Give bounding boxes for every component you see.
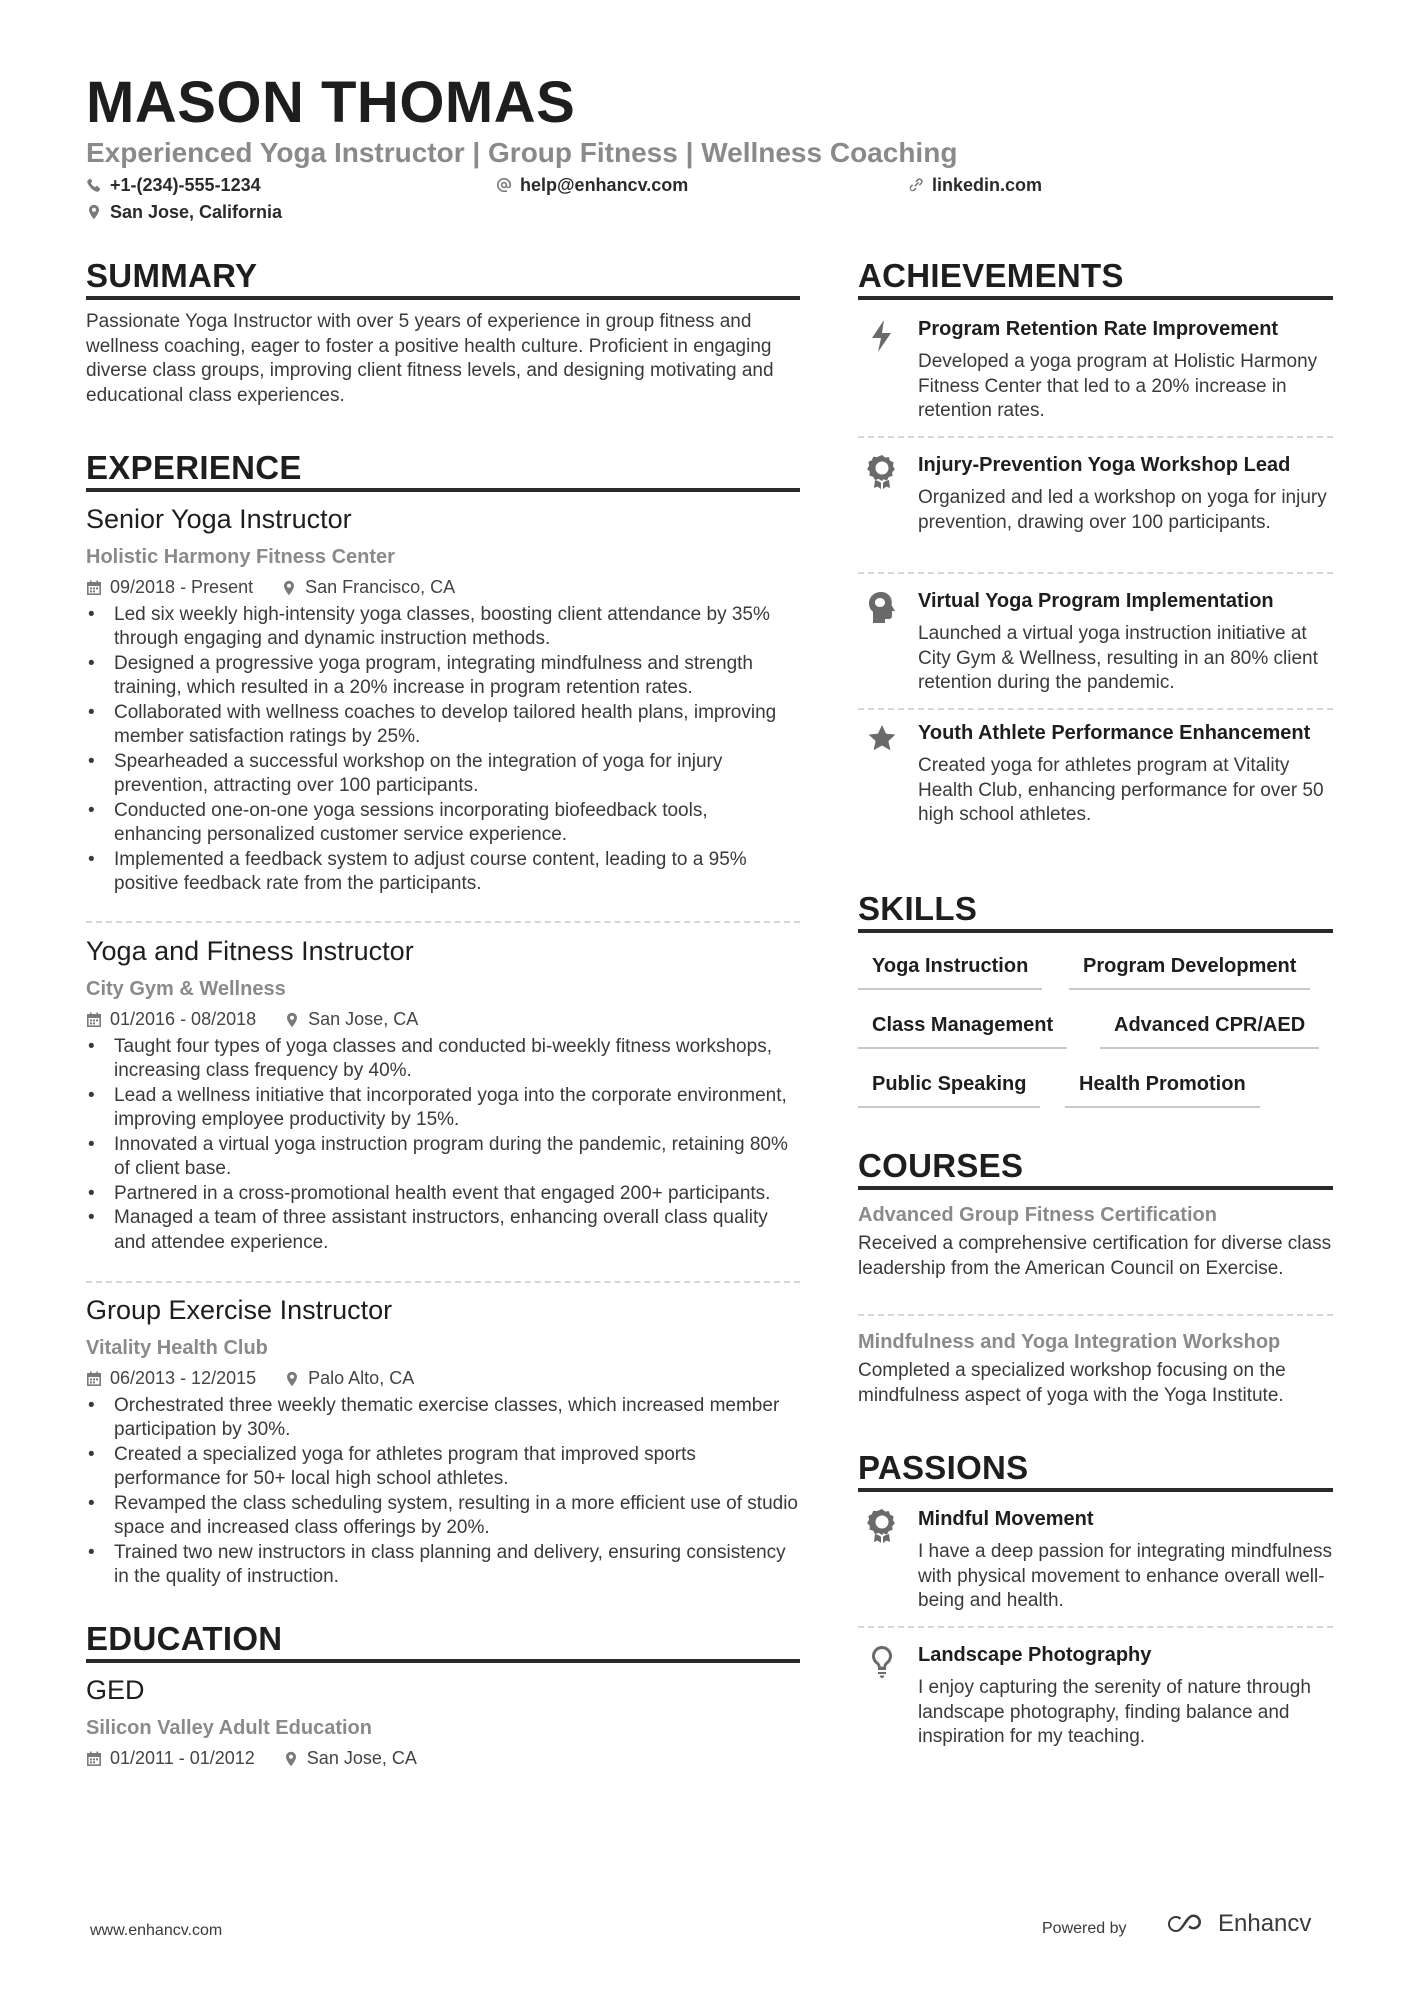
bullet-item: • Spearheaded a successful workshop on the integration of yoga for injury prevention, attracting over 100 participants. bbox=[86, 750, 800, 799]
job-location bbox=[284, 1368, 414, 1390]
skill-tag: Yoga Instruction bbox=[858, 954, 1042, 990]
summary-text: Passionate Yoga Instructor with over 5 years of experience in group fitness and wellness coaching, eager to foster a positive health culture. Proficient in engaging diverse class groups, improving client fitness levels, and designing motivating and educational class experiences. bbox=[86, 311, 774, 406]
achievement-text: Organized and led a workshop on yoga for injury prevention, drawing over 100 participants. bbox=[918, 487, 1327, 533]
link-icon bbox=[908, 177, 924, 193]
achievement-item bbox=[858, 720, 1333, 828]
calendar-icon bbox=[86, 1371, 102, 1387]
achievement-item bbox=[858, 452, 1333, 535]
bullet-item: • Orchestrated three weekly thematic exercise classes, which increased member participation by 30%. bbox=[86, 1394, 800, 1443]
courses-title: COURSES bbox=[858, 1147, 1024, 1184]
job-dates bbox=[86, 1368, 256, 1390]
passion-title: Mindful Movement bbox=[918, 1508, 1094, 1530]
award-icon bbox=[866, 454, 898, 490]
bullet-item: • Designed a progressive yoga program, integrating mindfulness and strength training, which resulted in a 20% increase in program retention rates. bbox=[86, 652, 800, 701]
location-text: Palo Alto, CA bbox=[308, 1368, 415, 1389]
phone-icon bbox=[86, 177, 102, 193]
head-icon bbox=[866, 590, 898, 626]
bullet-item: • Taught four types of yoga classes and conducted bi-weekly fitness workshops, increasing class frequency by 40%. bbox=[86, 1035, 800, 1084]
education-entry bbox=[86, 1674, 800, 1770]
passion-text: I enjoy capturing the serenity of nature through landscape photography, finding balance and inspiration for my teaching. bbox=[918, 1677, 1311, 1747]
job-bullets bbox=[86, 1394, 800, 1590]
skill-tag: Health Promotion bbox=[1065, 1072, 1260, 1108]
contact-link[interactable] bbox=[908, 176, 1042, 194]
skill-tag: Class Management bbox=[858, 1013, 1067, 1049]
skills-title: SKILLS bbox=[858, 890, 978, 927]
job-title: Senior Yoga Instructor bbox=[86, 504, 352, 534]
calendar-icon bbox=[86, 580, 102, 596]
bullet-item: • Implemented a feedback system to adjust course content, leading to a 95% positive feedback rate from the participants. bbox=[86, 848, 800, 897]
bullet-item: • Led six weekly high-intensity yoga classes, boosting client attendance by 35% through engaging and dynamic instruction methods. bbox=[86, 603, 800, 652]
job-meta bbox=[86, 1009, 800, 1031]
location-text: San Francisco, CA bbox=[305, 577, 456, 598]
powered-by-label: Powered by bbox=[1042, 1920, 1127, 1937]
achievement-title: Virtual Yoga Program Implementation bbox=[918, 590, 1274, 612]
location-text: San Jose, CA bbox=[308, 1009, 419, 1030]
divider bbox=[858, 1626, 1333, 1628]
passions-rule bbox=[858, 1488, 1333, 1492]
divider bbox=[858, 436, 1333, 438]
job-title: Group Exercise Instructor bbox=[86, 1295, 393, 1325]
bullet-item: • Conducted one-on-one yoga sessions incorporating biofeedback tools, enhancing personalized customer service experience. bbox=[86, 799, 800, 848]
brand-logo[interactable] bbox=[1162, 1910, 1311, 1938]
courses-rule bbox=[858, 1186, 1333, 1190]
dates-text: 01/2011 - 01/2012 bbox=[110, 1748, 255, 1769]
course-title: Mindfulness and Yoga Integration Workshop bbox=[858, 1331, 1281, 1353]
passions-title: PASSIONS bbox=[858, 1449, 1029, 1486]
location-text: San Jose, CA bbox=[306, 1748, 417, 1769]
bullet-item: • Created a specialized yoga for athletes program that improved sports performance for 50+ local high school athletes. bbox=[86, 1443, 800, 1492]
bullet-item: • Innovated a virtual yoga instruction program during the pandemic, retaining 80% of client base. bbox=[86, 1133, 800, 1182]
job-bullets bbox=[86, 603, 800, 897]
experience-title: EXPERIENCE bbox=[86, 449, 302, 486]
school-name: Silicon Valley Adult Education bbox=[86, 1717, 372, 1740]
education-meta bbox=[86, 1748, 800, 1770]
job-entry bbox=[86, 503, 800, 897]
bullet-item: • Lead a wellness initiative that incorporated yoga into the corporate environment, improving employee productivity by 15%. bbox=[86, 1084, 800, 1133]
achievement-text: Created yoga for athletes program at Vitality Health Club, enhancing performance for over 50 high school athletes. bbox=[918, 755, 1324, 825]
achievements-rule bbox=[858, 296, 1333, 300]
footer-url[interactable]: www.enhancv.com bbox=[90, 1922, 223, 1939]
skills-rule bbox=[858, 929, 1333, 933]
degree: GED bbox=[86, 1675, 145, 1705]
award-icon bbox=[866, 1508, 898, 1544]
job-dates bbox=[86, 1009, 256, 1031]
location-pin-icon bbox=[86, 204, 102, 220]
dates-text: 06/2013 - 12/2015 bbox=[110, 1368, 257, 1389]
bullet-item: • Managed a team of three assistant instructors, enhancing overall class quality and attendee experience. bbox=[86, 1206, 800, 1255]
skill-tag: Advanced CPR/AED bbox=[1100, 1013, 1319, 1049]
passion-title: Landscape Photography bbox=[918, 1644, 1152, 1666]
achievement-title: Youth Athlete Performance Enhancement bbox=[918, 722, 1311, 744]
dates-text: 09/2018 - Present bbox=[110, 577, 254, 598]
calendar-icon bbox=[86, 1751, 102, 1767]
divider bbox=[858, 1314, 1333, 1316]
bullet-item: • Partnered in a cross-promotional health event that engaged 200+ participants. bbox=[86, 1182, 800, 1207]
passion-item bbox=[858, 1642, 1333, 1750]
job-location bbox=[284, 1009, 418, 1031]
headline: Experienced Yoga Instructor | Group Fitness | Wellness Coaching bbox=[86, 137, 958, 168]
at-icon bbox=[496, 177, 512, 193]
experience-rule bbox=[86, 488, 800, 492]
achievement-text: Launched a virtual yoga instruction initiative at City Gym & Wellness, resulting in an 80% client retention during the pandemic. bbox=[918, 623, 1318, 693]
divider bbox=[858, 572, 1333, 574]
contact-email[interactable] bbox=[496, 176, 688, 194]
skill-tag: Public Speaking bbox=[858, 1072, 1040, 1108]
job-entry bbox=[86, 935, 800, 1255]
company-name: Holistic Harmony Fitness Center bbox=[86, 546, 395, 569]
education-title: EDUCATION bbox=[86, 1620, 283, 1657]
company-name: City Gym & Wellness bbox=[86, 978, 286, 1001]
summary-title: SUMMARY bbox=[86, 257, 258, 294]
skill-tag: Program Development bbox=[1069, 954, 1310, 990]
summary-rule bbox=[86, 296, 800, 300]
achievement-text: Developed a yoga program at Holistic Harmony Fitness Center that led to a 20% increase in retention rates. bbox=[918, 351, 1318, 421]
contact-phone[interactable] bbox=[86, 176, 261, 194]
lightbulb-icon bbox=[866, 1644, 898, 1680]
location-pin-icon bbox=[284, 1371, 300, 1387]
bullet-item: • Collaborated with wellness coaches to develop tailored health plans, improving member satisfaction ratings by 25%. bbox=[86, 701, 800, 750]
job-dates bbox=[86, 577, 253, 599]
location-text: San Jose, California bbox=[110, 202, 283, 222]
enhancv-logo-icon bbox=[1162, 1911, 1210, 1937]
candidate-name: MASON THOMAS bbox=[86, 70, 576, 135]
passion-item bbox=[858, 1506, 1333, 1614]
achievement-title: Injury-Prevention Yoga Workshop Lead bbox=[918, 454, 1291, 476]
course-text: Completed a specialized workshop focusing on the mindfulness aspect of yoga with the Yoga Institute. bbox=[858, 1360, 1286, 1406]
location-pin-icon bbox=[283, 1751, 299, 1767]
location-pin-icon bbox=[281, 580, 297, 596]
calendar-icon bbox=[86, 1012, 102, 1028]
brand-name: Enhancv bbox=[1218, 1910, 1312, 1937]
lightning-icon bbox=[866, 318, 898, 354]
phone-text: +1-(234)-555-1234 bbox=[110, 175, 261, 195]
divider bbox=[858, 708, 1333, 710]
job-location bbox=[281, 577, 455, 599]
bullet-item: • Revamped the class scheduling system, resulting in a more efficient use of studio space and increased class offerings by 20%. bbox=[86, 1492, 800, 1541]
divider bbox=[86, 1281, 800, 1283]
job-title: Yoga and Fitness Instructor bbox=[86, 936, 414, 966]
job-bullets bbox=[86, 1035, 800, 1256]
bullet-item: • Trained two new instructors in class planning and delivery, ensuring consistency in the quality of instruction. bbox=[86, 1541, 800, 1590]
achievement-item bbox=[858, 588, 1333, 696]
passion-text: I have a deep passion for integrating mindfulness with physical movement to enhance overall well-being and health. bbox=[918, 1541, 1333, 1611]
star-icon bbox=[866, 722, 898, 758]
divider bbox=[86, 921, 800, 923]
email-text: help@enhancv.com bbox=[520, 175, 689, 195]
contact-location bbox=[86, 203, 282, 221]
achievement-item bbox=[858, 316, 1333, 424]
job-entry bbox=[86, 1294, 800, 1590]
course-title: Advanced Group Fitness Certification bbox=[858, 1204, 1217, 1226]
education-rule bbox=[86, 1659, 800, 1663]
education-dates bbox=[86, 1748, 255, 1770]
job-meta bbox=[86, 1368, 800, 1390]
link-text: linkedin.com bbox=[932, 175, 1043, 195]
job-meta bbox=[86, 577, 800, 599]
company-name: Vitality Health Club bbox=[86, 1337, 268, 1360]
course-text: Received a comprehensive certification for diverse class leadership from the American Council on Exercise. bbox=[858, 1233, 1332, 1279]
achievements-title: ACHIEVEMENTS bbox=[858, 257, 1124, 294]
dates-text: 01/2016 - 08/2018 bbox=[110, 1009, 257, 1030]
education-location bbox=[283, 1748, 417, 1770]
location-pin-icon bbox=[284, 1012, 300, 1028]
achievement-title: Program Retention Rate Improvement bbox=[918, 318, 1279, 340]
